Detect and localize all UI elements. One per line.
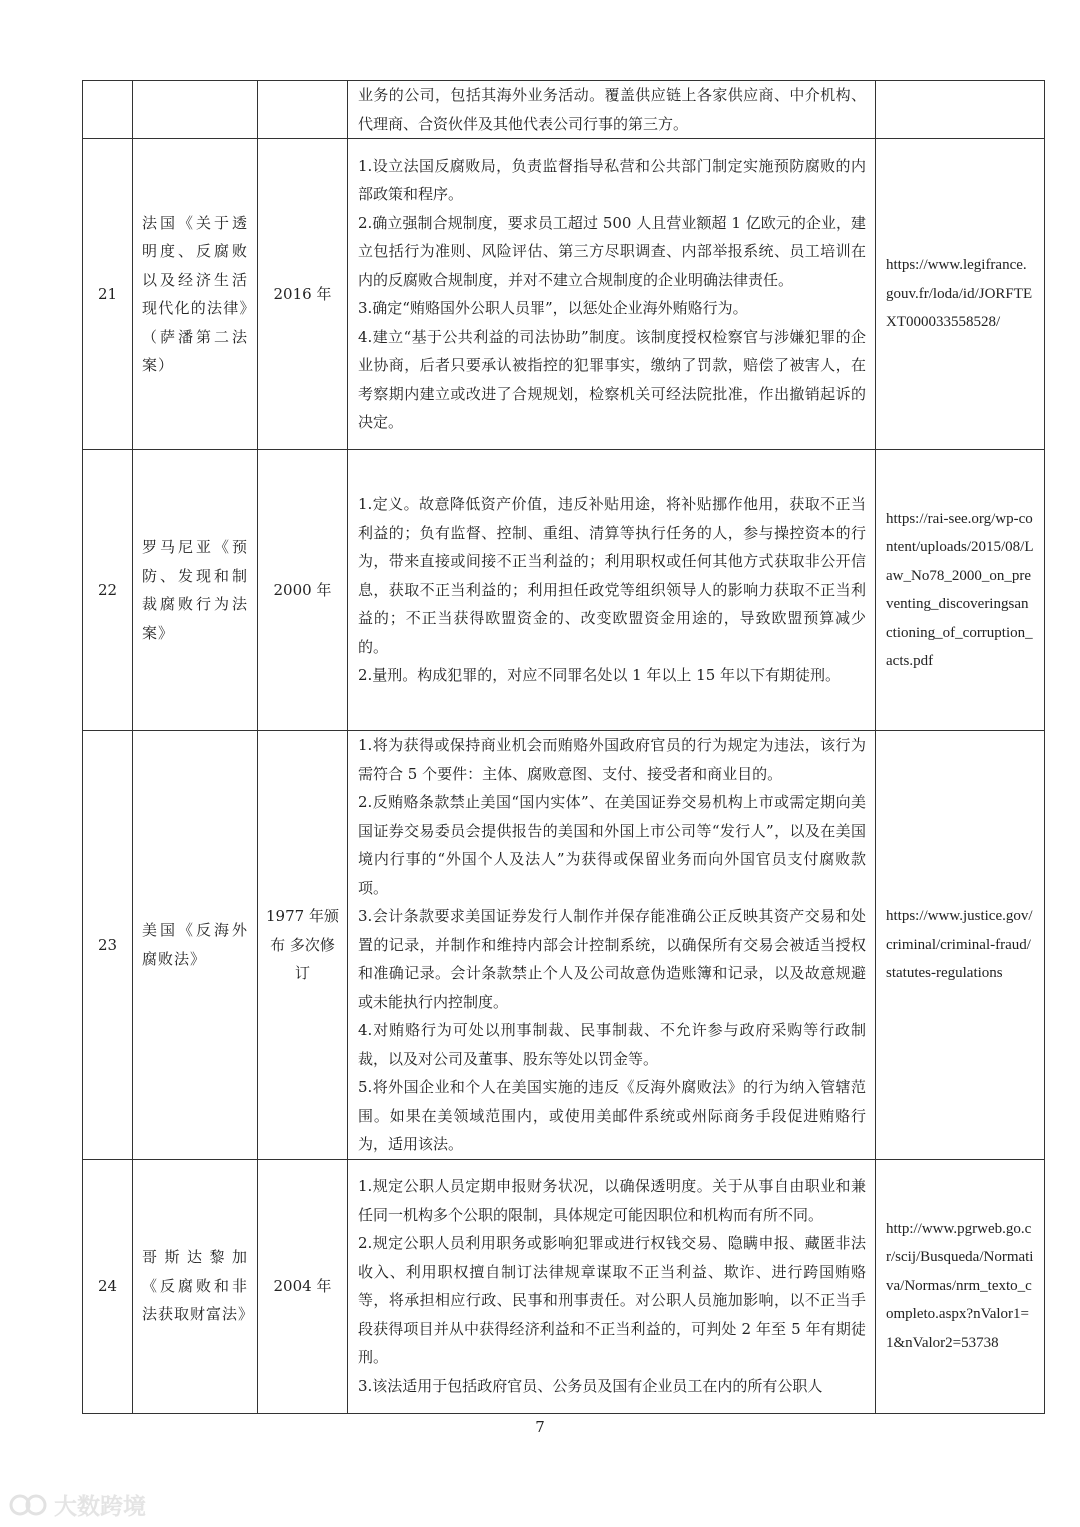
law-content bbox=[348, 1159, 876, 1413]
law-table bbox=[82, 80, 1045, 1414]
logo-icon bbox=[8, 1492, 50, 1518]
law-content bbox=[348, 450, 876, 731]
watermark-text: 大数跨境 bbox=[54, 1494, 146, 1520]
law-year: 2000 年 bbox=[258, 450, 348, 731]
table-row bbox=[83, 1159, 1045, 1413]
content-paragraph: 3.确定“贿赂国外公职人员罪”，以惩处企业海外贿赂行为。 bbox=[358, 299, 748, 317]
content-paragraph: 业务的公司，包括其海外业务活动。覆盖供应链上各家供应商、中介机构、代理商、合资伙伴及其他代表公司行事的第三方。 bbox=[358, 86, 866, 133]
law-url: https://www.justice.gov/criminal/criminal-fraud/statutes-regulations bbox=[876, 731, 1045, 1160]
table-row bbox=[83, 139, 1045, 450]
content-paragraph: 1.将为获得或保持商业机会而贿赂外国政府官员的行为规定为违法，该行为需符合 5 个要件：主体、腐败意图、支付、接受者和商业目的。 bbox=[358, 736, 866, 783]
row-number: 23 bbox=[83, 731, 133, 1160]
watermark bbox=[8, 1488, 146, 1521]
law-name: 法国《关于透明度、反腐败以及经济生活现代化的法律》（萨潘第二法案） bbox=[133, 139, 258, 450]
law-year: 2016 年 bbox=[258, 139, 348, 450]
law-content bbox=[348, 139, 876, 450]
law-year: 2004 年 bbox=[258, 1159, 348, 1413]
content-paragraph: 1.规定公职人员定期申报财务状况，以确保透明度。关于从事自由职业和兼任同一机构多个公职的限制，具体规定可能因职位和机构而有所不同。 bbox=[358, 1177, 866, 1224]
law-name: 罗马尼亚《预防、发现和制裁腐败行为法案》 bbox=[133, 450, 258, 731]
content-paragraph: 2.规定公职人员利用职务或影响犯罪或进行权钱交易、隐瞒申报、藏匿非法收入、利用职权擅自制订法律规章谋取不正当利益、欺诈、进行跨国贿赂等，将承担相应行政、民事和刑事责任。对公职人员施加影响，以不正当手段获得项目并从中获得经济利益和不正当利益的，可判处 2 年至 5 年有期徒刑。 bbox=[358, 1234, 866, 1366]
content-paragraph: 5.将外国企业和个人在美国实施的违反《反海外腐败法》的行为纳入管辖范围。如果在美领域范围内，或使用美邮件系统或州际商务手段促进贿赂行为，适用该法。 bbox=[358, 1078, 866, 1153]
law-url bbox=[876, 81, 1045, 139]
content-paragraph: 4.对贿赂行为可处以刑事制裁、民事制裁、不允许参与政府采购等行政制裁，以及对公司及董事、股东等处以罚金等。 bbox=[358, 1021, 866, 1068]
law-url: https://rai-see.org/wp-content/uploads/2015/08/Law_No78_2000_on_preventing_discoveringsanctioning_of_corruption_acts.pdf bbox=[876, 450, 1045, 731]
table-row bbox=[83, 81, 1045, 139]
law-content bbox=[348, 731, 876, 1160]
content-paragraph: 4.建立“基于公共利益的司法协助”制度。该制度授权检察官与涉嫌犯罪的企业协商，后者只要承认被指控的犯罪事实，缴纳了罚款，赔偿了被害人，在考察期内建立或改进了合规规划，检察机关可经法院批准，作出撤销起诉的决定。 bbox=[358, 327, 866, 431]
content-paragraph: 2.反贿赂条款禁止美国“国内实体”、在美国证券交易机构上市或需定期向美国证券交易委员会提供报告的美国和外国上市公司等“发行人”，以及在美国境内行事的“外国个人及法人”为获得或保留业务而向外国官员支付腐败款项。 bbox=[358, 793, 866, 897]
law-url: http://www.pgrweb.go.cr/scij/Busqueda/Normativa/Normas/nrm_texto_completo.aspx?nValor1=1&nValor2=53738 bbox=[876, 1159, 1045, 1413]
law-name bbox=[133, 81, 258, 139]
content-paragraph: 3.会计条款要求美国证券发行人制作并保存能准确公正反映其资产交易和处置的记录，并制作和维持内部会计控制系统，以确保所有交易会被适当授权和准确记录。会计条款禁止个人及公司故意伪造账簿和记录，以及故意规避或未能执行内控制度。 bbox=[358, 907, 866, 1011]
content-paragraph: 2.量刑。构成犯罪的，对应不同罪名处以 1 年以上 15 年以下有期徒刑。 bbox=[358, 666, 841, 685]
table-row bbox=[83, 731, 1045, 1160]
content-paragraph: 3.该法适用于包括政府官员、公务员及国有企业员工在内的所有公职人 bbox=[358, 1376, 823, 1395]
table-row bbox=[83, 450, 1045, 731]
page-number: 7 bbox=[535, 1418, 545, 1436]
content-paragraph: 1.定义。故意降低资产价值，违反补贴用途，将补贴挪作他用，获取不正当利益的；负有监督、控制、重组、清算等执行任务的人，参与操控资本的行为，带来直接或间接不正当利益的；利用职权或任何其他方式获取非公开信息，获取不正当利益的；利用担任政党等组织领导人的影响力获取不正当利益的；不正当获得欧盟资金的、改变欧盟资金用途的，导致欧盟预算减少的。 bbox=[358, 495, 866, 656]
row-number: 24 bbox=[83, 1159, 133, 1413]
law-content bbox=[348, 81, 876, 139]
row-number: 21 bbox=[83, 139, 133, 450]
law-name: 美国《反海外腐败法》 bbox=[133, 731, 258, 1160]
law-year bbox=[258, 81, 348, 139]
content-paragraph: 2.确立强制合规制度，要求员工超过 500 人且营业额超 1 亿欧元的企业，建立包括行为准则、风险评估、第三方尽职调查、内部举报系统、员工培训在内的反腐败合规制度，并对不建立合规制度的企业明确法律责任。 bbox=[358, 213, 866, 289]
content-paragraph: 1.设立法国反腐败局，负责监督指导私营和公共部门制定实施预防腐败的内部政策和程序。 bbox=[358, 156, 866, 203]
row-number bbox=[83, 81, 133, 139]
law-url: https://www.legifrance.gouv.fr/loda/id/JORFTEXT000033558528/ bbox=[876, 139, 1045, 450]
law-name: 哥斯达黎加《反腐败和非法获取财富法》 bbox=[133, 1159, 258, 1413]
row-number: 22 bbox=[83, 450, 133, 731]
law-year: 1977 年颁布 多次修订 bbox=[258, 731, 348, 1160]
